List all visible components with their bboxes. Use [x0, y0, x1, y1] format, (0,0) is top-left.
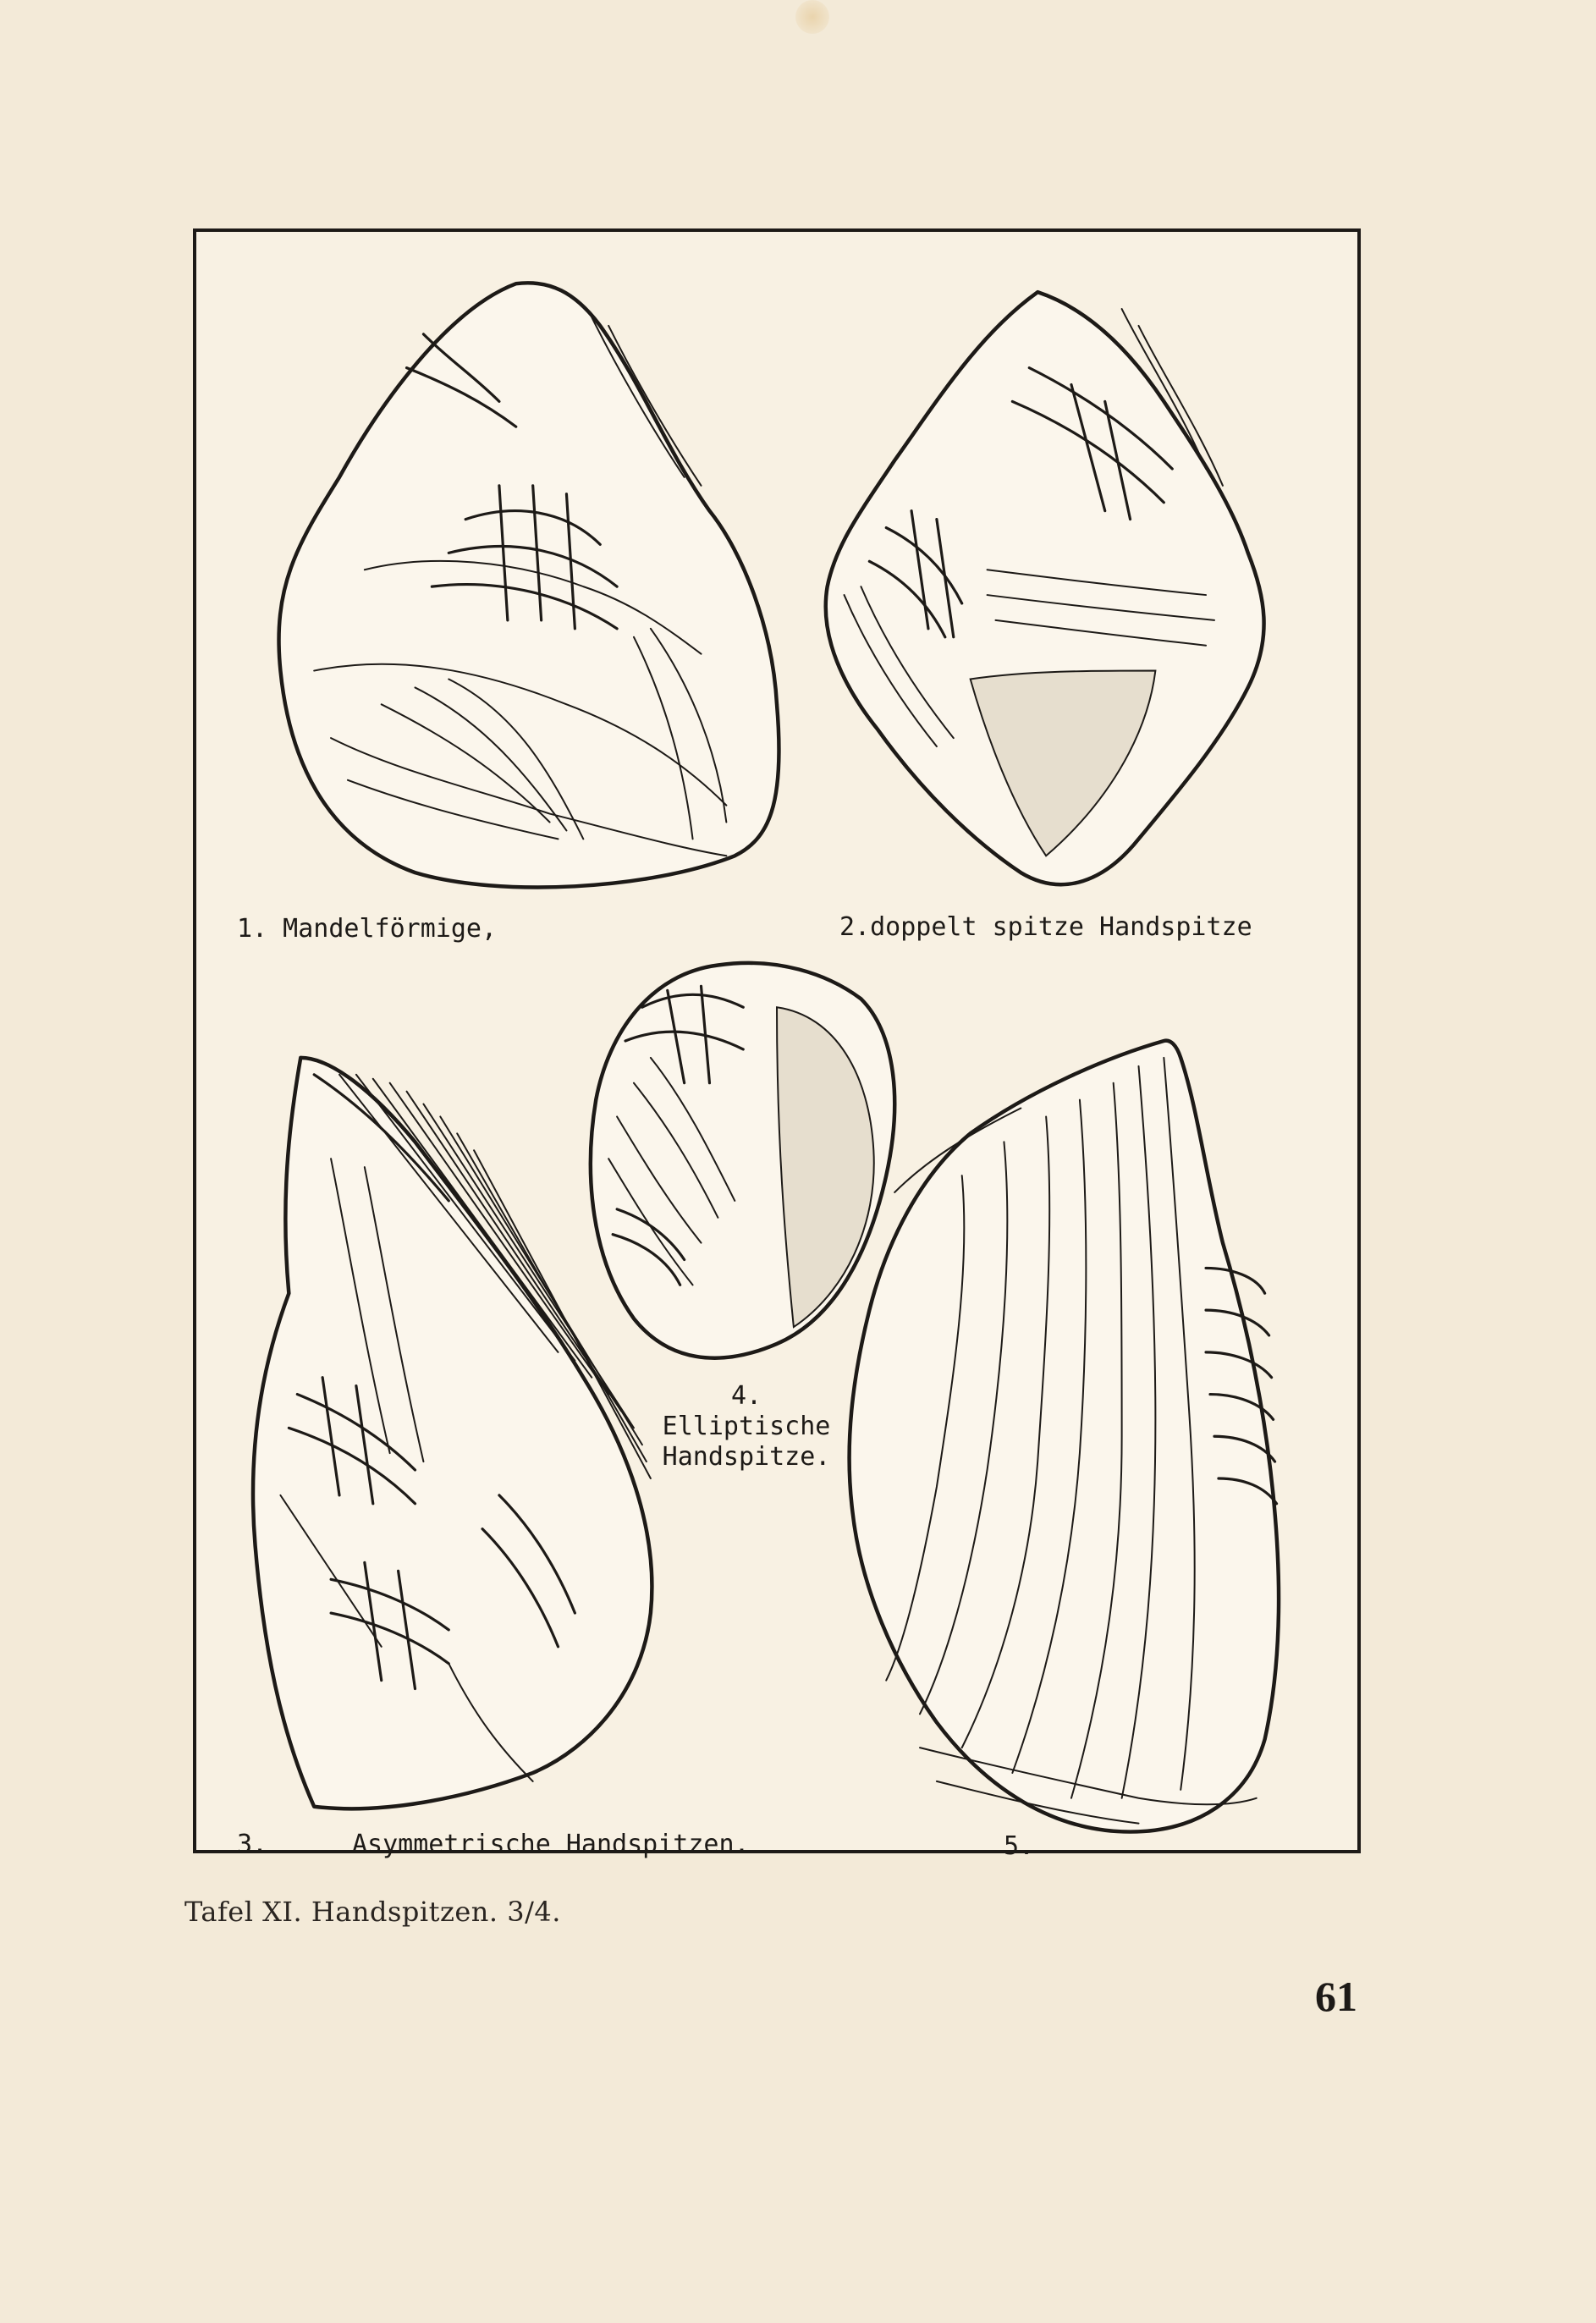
figure-4-name-line1: Elliptische — [662, 1412, 831, 1441]
figure-3-number: 3. — [237, 1830, 268, 1859]
plate-frame — [193, 228, 1361, 1861]
figure-5-drawing — [850, 1041, 1280, 1832]
plate-caption: Tafel XI. Handspitzen. 3/4. — [184, 1896, 561, 1928]
figure-2-label: 2.doppelt spitze Handspitze — [839, 912, 1252, 942]
figure-5-number: 5. — [1004, 1831, 1035, 1861]
page-number: 61 — [1315, 1973, 1357, 2020]
figure-4-name-line2: Handspitze. — [662, 1442, 831, 1472]
paper-stain — [795, 0, 829, 34]
figure-1-drawing — [279, 283, 779, 887]
plate-illustrations — [196, 232, 1357, 1850]
figure-2-drawing — [826, 292, 1264, 884]
figure-1-label: 1. Mandelförmige, — [237, 914, 498, 944]
figure-4-number: 4. — [730, 1381, 762, 1411]
figure-3-label: Asymmetrische Handspitzen. — [352, 1830, 750, 1859]
figure-4-label — [636, 1381, 856, 1473]
figure-4-drawing — [591, 963, 894, 1358]
